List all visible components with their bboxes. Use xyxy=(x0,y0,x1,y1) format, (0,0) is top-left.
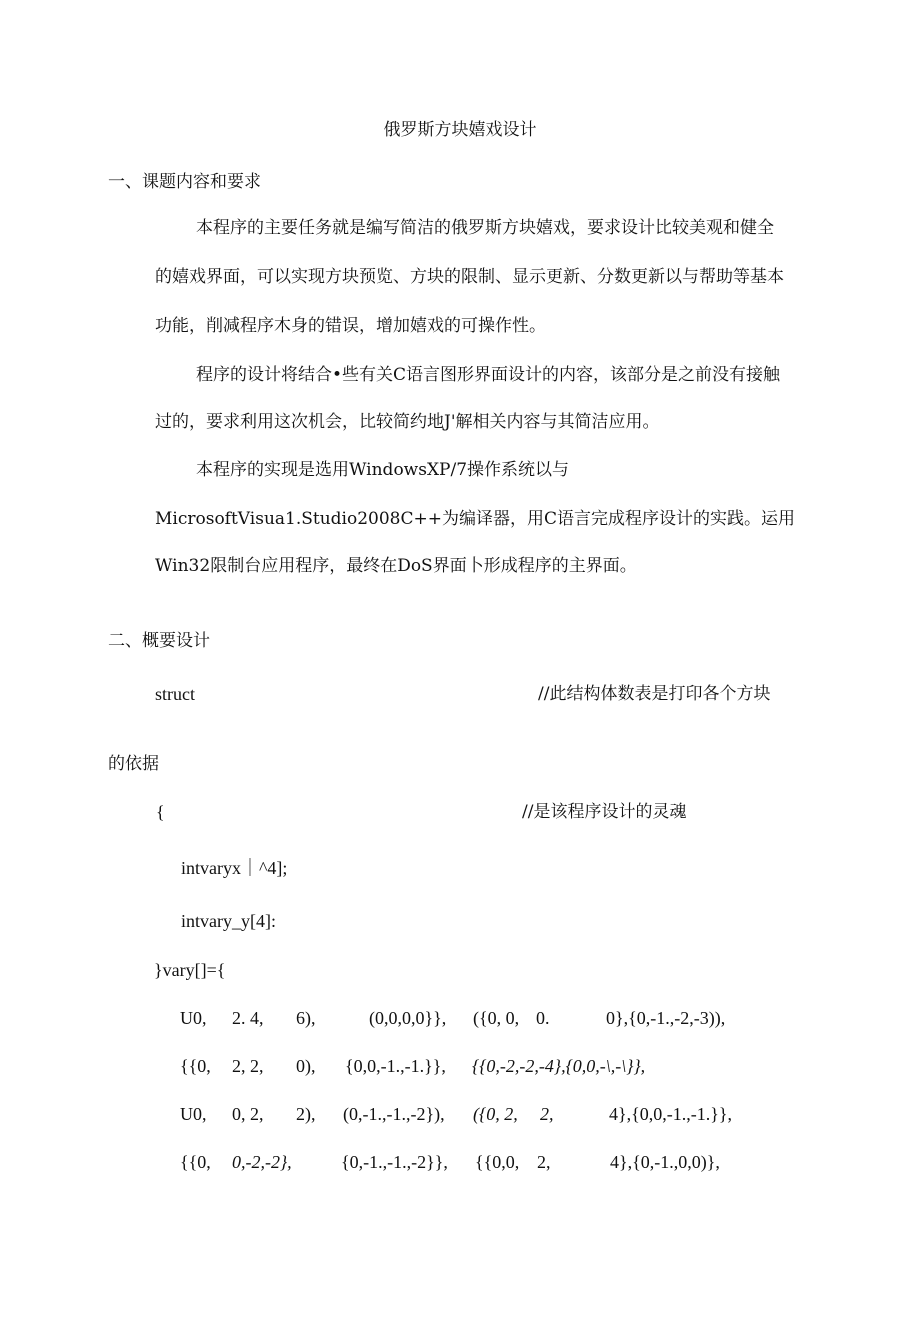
row2-cell: 0), xyxy=(296,1056,316,1076)
code-row-4 xyxy=(180,1152,720,1176)
code-row-3 xyxy=(180,1104,733,1128)
row3-cell: (0,-1.,-1.,-2}), xyxy=(343,1104,445,1124)
code-row-2 xyxy=(180,1056,646,1080)
array-declaration: }vary[]={ xyxy=(154,960,226,980)
row2-cell: {{0, xyxy=(180,1056,211,1076)
row2-cell: 2, 2, xyxy=(232,1056,264,1076)
row1-cell: 0. xyxy=(536,1008,550,1028)
row2-cell: {{0,-2,-2,-4},{0,0,-\,-\}}, xyxy=(472,1056,646,1076)
paragraph-1-line-3: 功能，削减程序木身的错误，增加嬉戏的可操作性。 xyxy=(155,316,546,336)
row1-cell: 2. 4, xyxy=(232,1008,264,1028)
paragraph-3-line-2: MicrosoftVisua1.Studio2008C++为编译器，用C语言完成程序设计的实践。运用 xyxy=(155,509,795,529)
paragraph-3-line-3: Win32限制台应用程序，最终在DoS界面卜形成程序的主界面。 xyxy=(155,556,637,576)
row3-cell: 2, xyxy=(540,1104,554,1124)
row3-cell: 0, 2, xyxy=(232,1104,264,1124)
row1-cell: ({0, 0, xyxy=(473,1008,520,1028)
paragraph-3-line-1: 本程序的实现是选用WindowsXP/7操作系统以与 xyxy=(196,460,570,480)
row1-cell: 0},{0,-1.,-2,-3)), xyxy=(606,1008,726,1028)
row4-cell: 4},{0,-1.,0,0)}, xyxy=(610,1152,720,1172)
row1-cell: (0,0,0,0}}, xyxy=(369,1008,447,1028)
paragraph-2-line-2: 过的，要求利用这次机会，比较简约地J'解相关内容与其简洁应用。 xyxy=(155,412,660,432)
page-title: 俄罗斯方块嬉戏设计 xyxy=(383,120,537,140)
row3-cell: ({0, 2, xyxy=(473,1104,518,1124)
section-heading-1: 一、课题内容和要求 xyxy=(108,172,261,192)
row1-cell: U0, xyxy=(180,1008,207,1028)
row2-cell: {0,0,-1.,-1.}}, xyxy=(345,1056,446,1076)
row4-cell: {{0,0, xyxy=(475,1152,520,1172)
section-heading-2: 二、概要设计 xyxy=(108,631,210,651)
field-x: intvaryx｜^4]; xyxy=(181,858,288,878)
row3-cell: U0, xyxy=(180,1104,207,1124)
paragraph-1-line-1: 本程序的主要任务就是编写简洁的俄罗斯方块嬉戏，要求设计比较美观和健全 xyxy=(196,218,774,238)
row4-cell: {{0, xyxy=(180,1152,211,1172)
code-row-1 xyxy=(180,1008,726,1032)
row1-cell: 6), xyxy=(296,1008,316,1028)
paragraph-2-line-1: 程序的设计将结合•些有关C语言图形界面设计的内容，该部分是之前没有接触 xyxy=(196,365,781,385)
struct-comment: //此结构体数表是打印各个方块 xyxy=(538,684,771,704)
brace-comment: //是该程序设计的灵魂 xyxy=(522,802,687,822)
struct-comment-continuation: 的依据 xyxy=(108,754,159,774)
brace-open: { xyxy=(156,802,165,822)
row3-cell: 2), xyxy=(296,1104,316,1124)
field-y: intvary_y[4]: xyxy=(181,911,276,931)
row3-cell: 4},{0,0,-1.,-1.}}, xyxy=(609,1104,733,1124)
row4-cell: 2, xyxy=(537,1152,551,1172)
row4-cell: {0,-1.,-1.,-2}}, xyxy=(341,1152,448,1172)
struct-keyword: struct xyxy=(155,684,195,704)
row4-cell: 0,-2,-2}, xyxy=(232,1152,292,1172)
paragraph-1-line-2: 的嬉戏界面，可以实现方块预览、方块的限制、显示更新、分数更新以与帮助等基本 xyxy=(155,267,784,287)
